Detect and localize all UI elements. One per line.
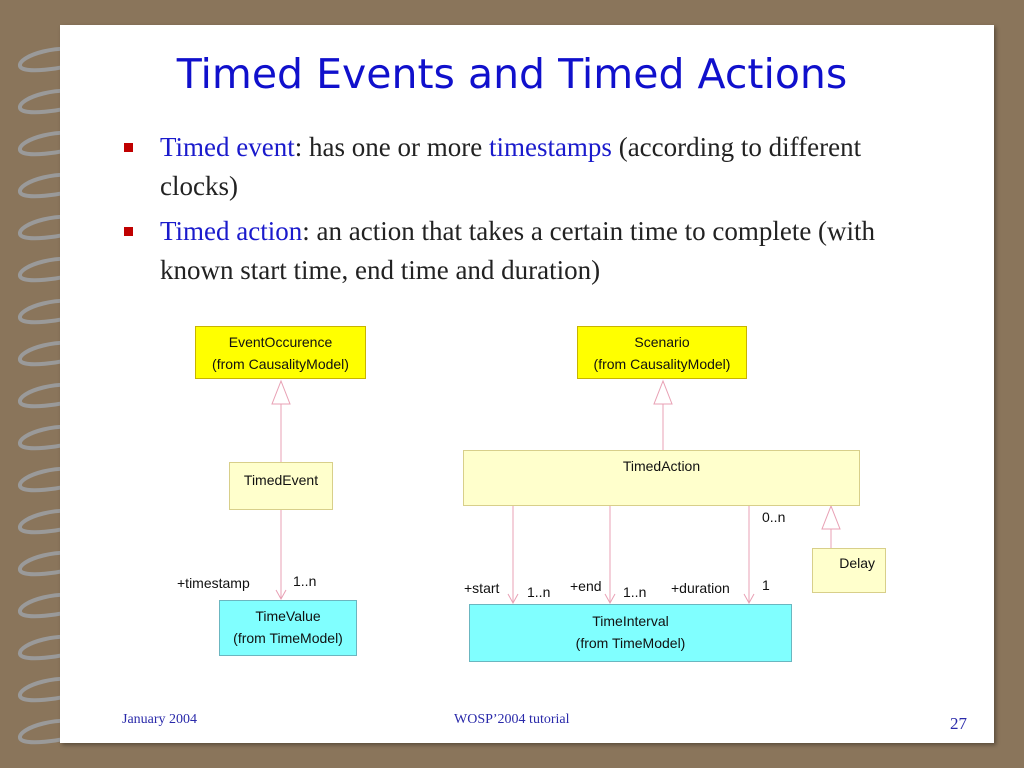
class-timed-event	[229, 462, 333, 510]
class-timed-action	[463, 450, 860, 506]
role-duration: +duration	[671, 580, 730, 596]
role-end: +end	[570, 578, 602, 594]
class-name: EventOccurence	[228, 334, 333, 350]
generalization-arrow-icon	[822, 506, 840, 529]
class-name: TimeInterval	[592, 613, 669, 629]
class-name: Scenario	[634, 334, 690, 350]
class-event-occurence	[195, 326, 366, 379]
multiplicity-delay: 0..n	[762, 509, 786, 525]
class-scenario	[577, 326, 747, 379]
multiplicity-start: 1..n	[527, 584, 551, 600]
multiplicity-end: 1..n	[623, 584, 647, 600]
page-number: 27	[950, 714, 967, 733]
class-name: TimedAction	[622, 458, 701, 474]
footer-event: WOSP’2004 tutorial	[454, 712, 570, 727]
term-timestamps: timestamps	[488, 132, 612, 162]
class-package: (from CausalityModel)	[593, 356, 731, 372]
class-name: TimedEvent	[243, 472, 319, 488]
slide-title: Timed Events and Timed Actions	[176, 50, 848, 98]
class-time-interval	[469, 604, 792, 662]
role-start: +start	[464, 580, 500, 596]
class-time-value	[219, 600, 357, 656]
bullet-text: : an action that takes a certain time to complete (with known start time, end time and duration)	[160, 216, 876, 285]
class-name: TimeValue	[255, 608, 321, 624]
multiplicity-duration: 1	[762, 577, 770, 593]
multiplicity-timestamp: 1..n	[293, 573, 317, 589]
term-timed-event: Timed event	[160, 132, 295, 162]
class-name: Delay	[839, 555, 875, 571]
generalization-arrow-icon	[272, 381, 290, 404]
bullet-text: : has one or more	[294, 132, 489, 162]
class-package: (from TimeModel)	[233, 630, 343, 646]
footer-date: January 2004	[122, 712, 198, 727]
class-package: (from CausalityModel)	[212, 356, 349, 372]
class-package: (from TimeModel)	[575, 635, 686, 651]
bullet-text: (according to different clocks)	[160, 132, 862, 201]
term-timed-action: Timed action	[160, 216, 303, 246]
role-timestamp: +timestamp	[177, 575, 250, 591]
generalization-arrow-icon	[654, 381, 672, 404]
class-delay	[812, 548, 886, 593]
